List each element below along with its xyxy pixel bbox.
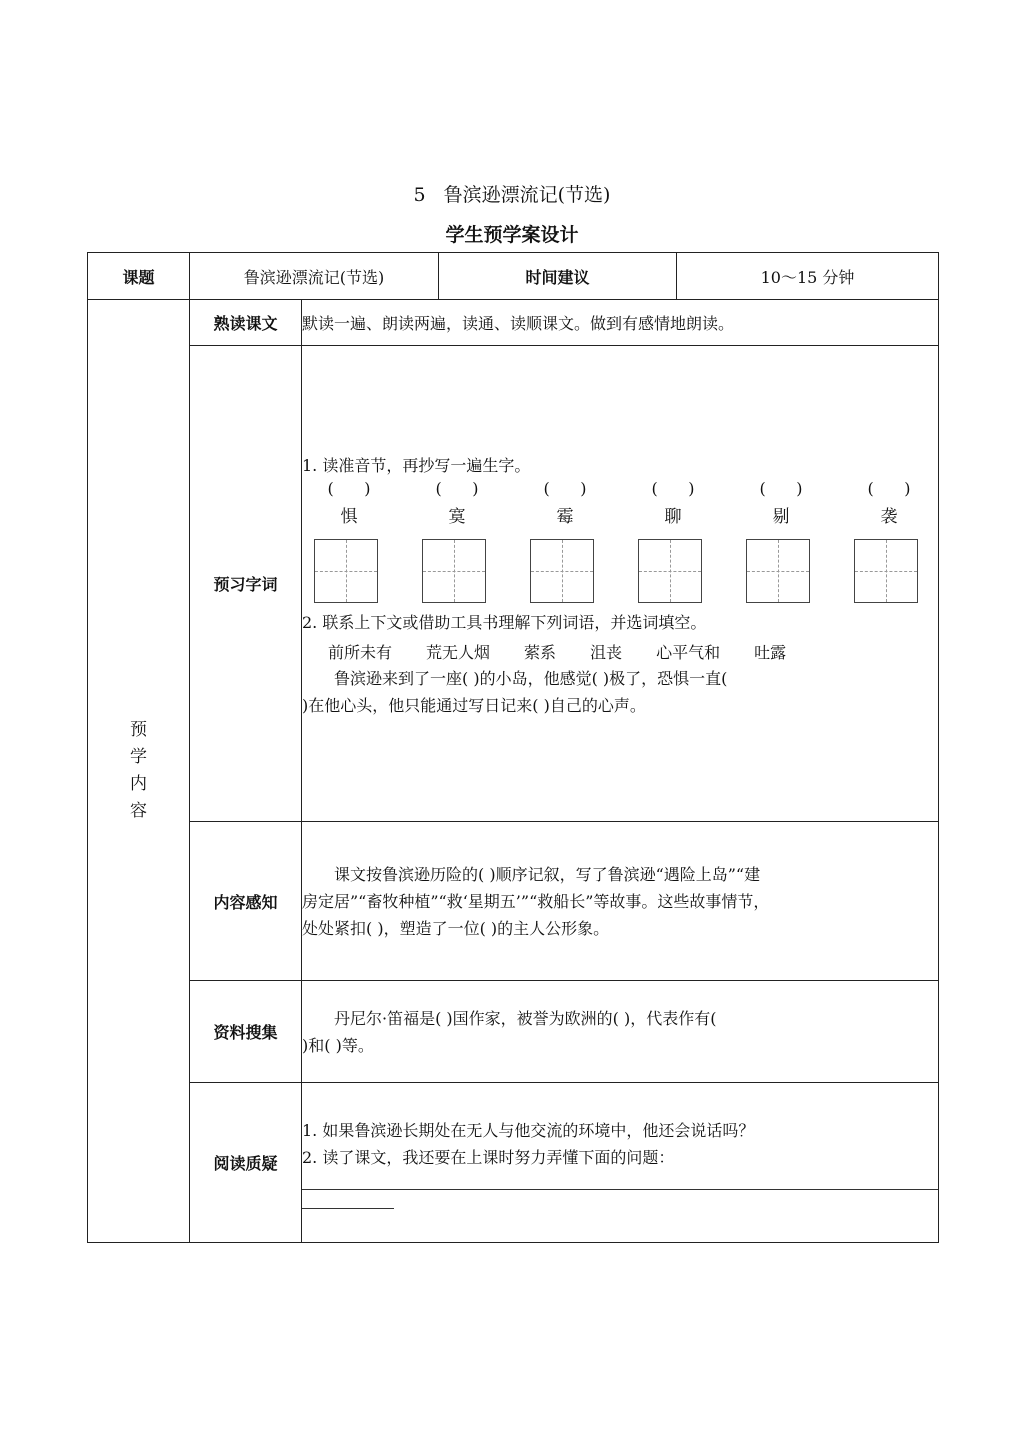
- pinyin-blank: ( ): [651, 478, 695, 498]
- vocab-char: 聊: [664, 506, 682, 527]
- word-option: 沮丧: [590, 642, 623, 662]
- time-label: 时间建议: [439, 253, 677, 300]
- word-option: 心平气和: [656, 642, 721, 662]
- pinyin-blank: ( ): [327, 478, 371, 498]
- tian-grid-box[interactable]: [314, 539, 378, 603]
- answer-line[interactable]: [302, 1171, 938, 1190]
- questions-content: [302, 1083, 939, 1243]
- topic-value: 鲁滨逊漂流记(节选): [190, 253, 439, 300]
- answer-line[interactable]: [302, 1190, 394, 1209]
- pinyin-blank: ( ): [435, 478, 479, 498]
- question-item: 2. 读了课文，我还要在上课时努力弄懂下面的问题：: [302, 1147, 675, 1167]
- tian-grid-box[interactable]: [422, 539, 486, 603]
- section-char: 容: [130, 801, 147, 821]
- time-value: 10～15 分钟: [677, 253, 939, 300]
- perception-line: 房定居”“畜牧种植”“救‘星期五’”“救船长”等故事。这些故事情节，: [302, 891, 770, 911]
- pinyin-item: [528, 479, 602, 527]
- fill-blank-line: 鲁滨逊来到了一座( )的小岛，他感觉( )极了，恐惧一直(: [334, 668, 728, 688]
- perception-label: 内容感知: [190, 822, 302, 981]
- tian-grid-box[interactable]: [746, 539, 810, 603]
- lesson-title-line: [0, 180, 1024, 207]
- read-text-label: 熟读课文: [190, 300, 302, 346]
- lesson-title: 鲁滨逊漂流记(节选): [443, 184, 611, 206]
- pinyin-item: [312, 479, 386, 527]
- section-label: [88, 300, 190, 1243]
- research-line: )和( )等。: [302, 1035, 374, 1055]
- pinyin-item: [744, 479, 818, 527]
- questions-label: 阅读质疑: [190, 1083, 302, 1243]
- fill-blank-line: )在他心头，他只能通过写日记来( )自己的心声。: [302, 695, 646, 715]
- vocab-q1: 1. 读准音节，再抄写一遍生字。: [302, 455, 531, 475]
- word-option: 吐露: [754, 642, 787, 662]
- vocab-char: 剔: [772, 506, 790, 527]
- word-option: 荒无人烟: [426, 642, 491, 662]
- pinyin-blank: ( ): [543, 478, 587, 498]
- read-text-content: 默读一遍、朗读两遍，读通、读顺课文。做到有感情地朗读。: [302, 300, 939, 346]
- word-option: 前所未有: [328, 642, 393, 662]
- pinyin-blank: ( ): [759, 478, 803, 498]
- vocab-label: 预习字词: [190, 346, 302, 822]
- research-label: 资料搜集: [190, 981, 302, 1083]
- page-subtitle: 学生预学案设计: [445, 224, 579, 246]
- writing-grid-row: [302, 539, 938, 603]
- perception-line: 课文按鲁滨逊历险的( )顺序记叙，写了鲁滨逊“遇险上岛”“建: [334, 864, 761, 884]
- section-char: 内: [130, 774, 147, 794]
- preview-table: [87, 252, 939, 1243]
- section-char: 学: [130, 747, 147, 767]
- pinyin-item: [852, 479, 926, 527]
- pinyin-blank: ( ): [867, 478, 911, 498]
- tian-grid-box[interactable]: [638, 539, 702, 603]
- section-char: 预: [130, 720, 147, 740]
- research-line: 丹尼尔·笛福是( )国作家，被誉为欧洲的( )，代表作有(: [334, 1008, 717, 1028]
- vocab-char: 霉: [556, 506, 574, 527]
- pinyin-item: [636, 479, 710, 527]
- lesson-number: 5: [413, 184, 426, 206]
- word-option: 萦系: [524, 642, 557, 662]
- tian-grid-box[interactable]: [854, 539, 918, 603]
- topic-label: 课题: [88, 253, 190, 300]
- perception-line: 处处紧扣( )，塑造了一位( )的主人公形象。: [302, 918, 610, 938]
- pinyin-item: [420, 479, 494, 527]
- word-bank: [302, 640, 938, 663]
- vocab-content: [302, 346, 939, 822]
- pinyin-row: [302, 479, 938, 527]
- vocab-char: 惧: [340, 506, 358, 527]
- question-item: 1. 如果鲁滨逊长期处在无人与他交流的环境中，他还会说话吗？: [302, 1120, 755, 1140]
- research-content: [302, 981, 939, 1083]
- perception-content: [302, 822, 939, 981]
- vocab-char: 袭: [880, 506, 898, 527]
- tian-grid-box[interactable]: [530, 539, 594, 603]
- vocab-q2: 2. 联系上下文或借助工具书理解下列词语，并选词填空。: [302, 612, 707, 632]
- vocab-char: 寞: [448, 506, 466, 527]
